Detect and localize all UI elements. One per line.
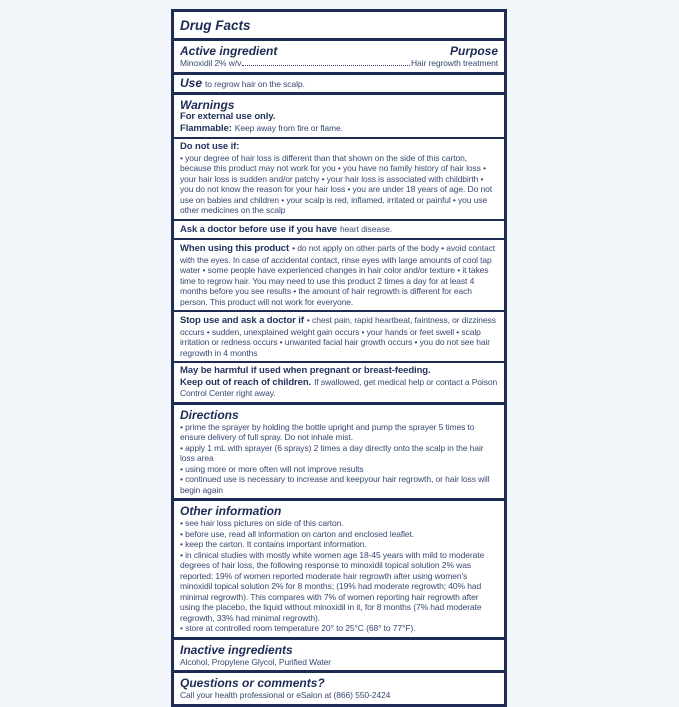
questions-section <box>174 673 504 704</box>
dotted-leader <box>242 65 410 66</box>
other-information-item: • in clinical studies with mostly white women age 18-45 years with mild to moderate degrees of hair loss, the following response to minoxidil topical solution 2% was reported: 19% of women reported moderate hair regrowth after using women's minoxidil topical solution 2% for 8 months; (19% had moderate regrowth; 40% had minimal regrowth). This compares with 7% of women reporting hair regrowth after using the placebo, the liquid without minoxidil in it, for 8 months (7% had moderate regrowth, 33% had minimal regrowth). <box>180 549 485 623</box>
flammable-text: Keep away from fire or flame. <box>234 122 343 133</box>
warnings-section <box>174 95 504 137</box>
directions-item: • prime the sprayer by holding the bottle upright and pump the sprayer 5 times to ensure delivery of full spray. Do not inhale mist. <box>180 421 475 442</box>
pregnancy-line: May be harmful if used when pregnant or breast-feeding. <box>180 365 431 376</box>
purpose-heading: Purpose <box>449 44 498 58</box>
inactive-ingredients-section <box>174 640 504 671</box>
active-ingredient-section <box>174 41 504 72</box>
other-information-item: • store at controlled room temperature 20° to 25°C (68° to 77°F). <box>180 623 416 633</box>
other-information-item: • before use, read all information on carton and enclosed leaflet. <box>180 528 415 539</box>
external-use-line: For external use only. <box>180 111 276 122</box>
other-information-section <box>174 501 504 637</box>
directions-heading: Directions <box>180 407 239 422</box>
questions-text: Call your health professional or eSalon at (866) 550-2424 <box>180 690 391 700</box>
flammable-label: Flammable: <box>180 122 232 134</box>
drug-facts-label <box>171 9 507 707</box>
when-using-bold: When using this product <box>180 243 290 254</box>
directions-item: • apply 1 mL with sprayer (6 sprays) 2 times a day directly onto the scalp in the hair loss area <box>180 442 484 463</box>
other-information-heading: Other information <box>180 504 282 518</box>
ask-doctor-bold: Ask a doctor before use if you have <box>180 223 337 235</box>
use-section <box>174 75 504 93</box>
stop-use-text: • chest pain, rapid heartbeat, faintness, or dizziness occurs • sudden, unexplained weight gain occurs • your hands or feet swell • scalp irritation or redness occurs • unwanted facial hair growth occurs • you do not see hair regrowth in 4 months <box>180 315 496 358</box>
keep-out-of-reach-text: If swallowed, get medical help or contact a Poison Control Center right away. <box>180 376 498 398</box>
do-not-use-heading: Do not use if: <box>180 141 240 152</box>
directions-section <box>174 405 504 499</box>
drug-facts-title: Drug Facts <box>180 18 251 33</box>
do-not-use-section <box>174 139 504 219</box>
warnings-heading: Warnings <box>180 98 235 112</box>
use-text: to regrow hair on the scalp. <box>205 78 305 89</box>
active-ingredient-name: Minoxidil 2% w/v <box>180 58 242 68</box>
when-using-text: • do not apply on other parts of the body • avoid contact with the eyes. In case of accidental contact, rinse eyes with large amounts of cool tap water • some people have experienced changes in hair color and/or texture • it takes time to regrow hair. You may need to use this product 2 times a day for at least 4 months before you see results • the amount of hair regrowth is different for each person. This product will not work for everyone. <box>180 243 496 307</box>
ask-doctor-text: heart disease. <box>340 223 392 234</box>
stop-use-bold: Stop use and ask a doctor if <box>180 315 304 326</box>
use-heading: Use <box>180 75 203 90</box>
directions-item: • continued use is necessary to increase and keepyour hair regrowth, or hair loss will begin again <box>180 474 490 495</box>
stop-use-section <box>174 312 504 361</box>
when-using-section <box>174 240 504 310</box>
other-information-item: • keep the carton. It contains important information. <box>180 539 367 549</box>
pregnancy-section <box>174 363 504 402</box>
keep-out-of-reach-bold: Keep out of reach of children. <box>180 376 312 388</box>
purpose-value: Hair regrowth treatment <box>411 58 498 68</box>
do-not-use-text: • your degree of hair loss is different than that shown on the side of this carton, because this product may not work for you • you have no family history of hair loss • your hair loss is sudden and/or patchy • your hair loss is associated with childbirth • you do not know the reason for your hair loss • you are under 18 years of age. Do not use on babies and children • your scalp is red, inflamed, irritated or painful • you use other medicines on the scalp <box>180 152 492 215</box>
active-ingredient-heading: Active ingredient <box>180 44 278 58</box>
other-information-item: • see hair loss pictures on side of this carton. <box>180 518 344 528</box>
inactive-ingredients-text: Alcohol, Propylene Glycol, Purified Water <box>180 656 332 667</box>
ask-doctor-section <box>174 221 504 239</box>
inactive-ingredients-heading: Inactive ingredients <box>180 642 293 657</box>
directions-item: • using more or more often will not improve results <box>180 463 364 474</box>
questions-heading: Questions or comments? <box>180 676 325 690</box>
